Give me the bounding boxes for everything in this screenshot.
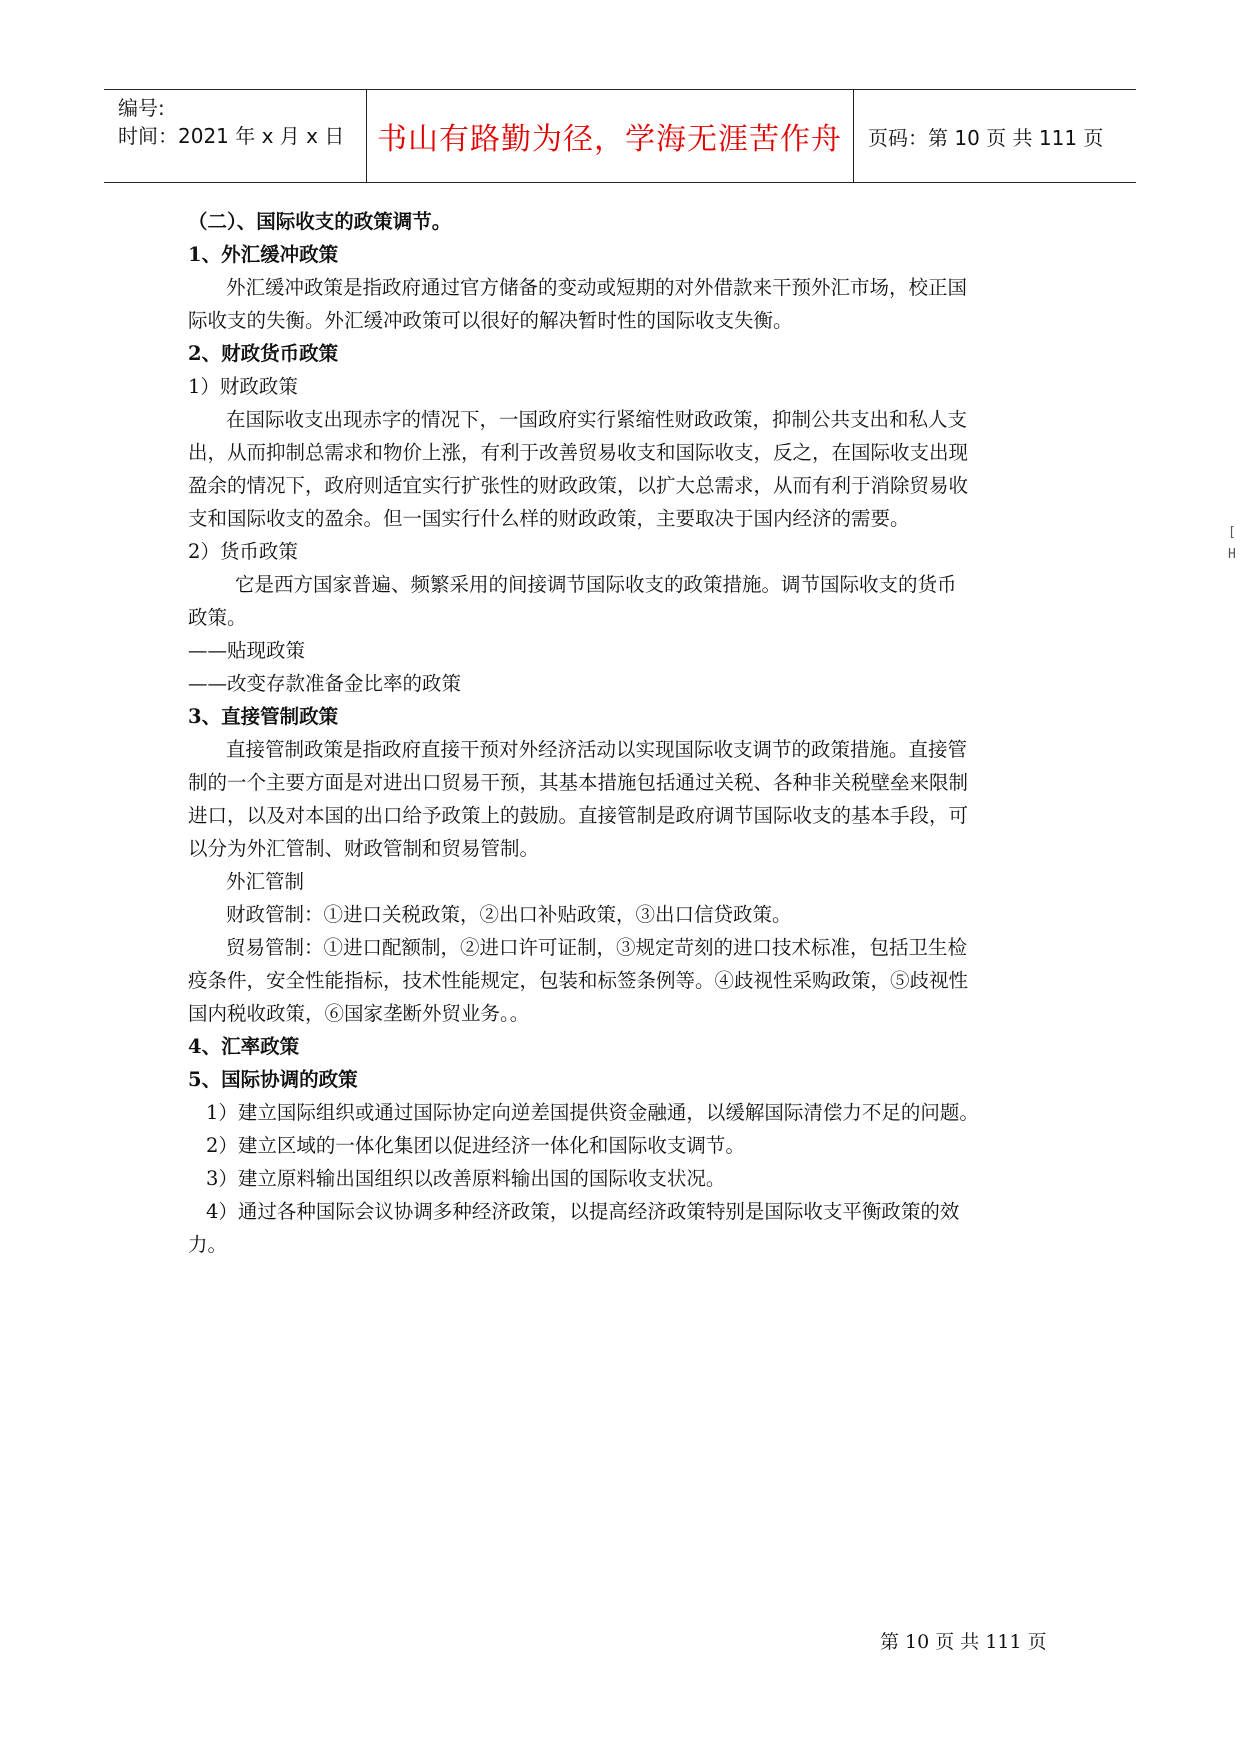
paragraph-line: 疫条件，安全性能指标，技术性能规定，包装和标签条例等。④歧视性采购政策，⑤歧视性 xyxy=(188,969,969,992)
paragraph-line: 在国际收支出现赤字的情况下，一国政府实行紧缩性财政政策，抑制公共支出和私人支 xyxy=(226,408,968,431)
control-item: 外汇管制 xyxy=(226,870,305,893)
paragraph-line: 力。 xyxy=(188,1233,228,1256)
list-item: 2）建立区域的一体化集团以促进经济一体化和国际收支调节。 xyxy=(206,1134,745,1157)
subheading: 1）财政政策 xyxy=(188,375,298,398)
document-number: 编号: xyxy=(118,96,165,120)
margin-mark: [ H xyxy=(1228,525,1236,562)
paragraph-line: 外汇缓冲政策是指政府通过官方储备的变动或短期的对外借款来干预外汇市场，校正国 xyxy=(226,276,968,299)
paragraph-line: 以分为外汇管制、财政管制和贸易管制。 xyxy=(188,837,540,860)
header-page-info: 页码：第 10 页 共 111 页 xyxy=(868,125,1104,150)
paragraph-line: 直接管制政策是指政府直接干预对外经济活动以实现国际收支调节的政策措施。直接管 xyxy=(226,738,968,761)
dash-item: ——贴现政策 xyxy=(188,639,306,662)
paragraph-line: 国内税收政策，⑥国家垄断外贸业务。。 xyxy=(188,1002,530,1025)
list-item: 1）建立国际组织或通过国际协定向逆差国提供资金融通，以缓解国际清偿力不足的问题。 xyxy=(206,1101,979,1124)
heading-5: 5、国际协调的政策 xyxy=(188,1068,358,1091)
list-item: 4）通过各种国际会议协调多种经济政策，以提高经济政策特别是国际收支平衡政策的效 xyxy=(206,1200,960,1223)
control-item: 贸易管制：①进口配额制，②进口许可证制，③规定苛刻的进口技术标准，包括卫生检 xyxy=(226,936,968,959)
heading-1: 1、外汇缓冲政策 xyxy=(188,243,339,266)
paragraph-line: 出，从而抑制总需求和物价上涨，有利于改善贸易收支和国际收支，反之，在国际收支出现 xyxy=(188,441,969,464)
header-divider xyxy=(853,90,854,182)
subheading: 2）货币政策 xyxy=(188,540,298,563)
list-item: 3）建立原料输出国组织以改善原料输出国的国际收支状况。 xyxy=(206,1167,726,1190)
paragraph-line: 进口，以及对本国的出口给予政策上的鼓励。直接管制是政府调节国际收支的基本手段，可 xyxy=(188,804,969,827)
dash-item: ——改变存款准备金比率的政策 xyxy=(188,672,462,695)
header-motto: 书山有路勤为径，学海无涯苦作舟 xyxy=(377,122,842,157)
document-body xyxy=(188,205,1054,1261)
heading-3: 3、直接管制政策 xyxy=(188,705,339,728)
paragraph-line: 盈余的情况下，政府则适宜实行扩张性的财政政策，以扩大总需求，从而有利于消除贸易收 xyxy=(188,474,969,497)
paragraph-line: 制的一个主要方面是对进出口贸易干预，其基本措施包括通过关税、各种非关税壁垒来限制 xyxy=(188,771,969,794)
paragraph-line: 它是西方国家普遍、频繁采用的间接调节国际收支的政策措施。调节国际收支的货币 xyxy=(235,573,957,596)
heading-2: 2、财政货币政策 xyxy=(188,342,339,365)
paragraph-line: 政策。 xyxy=(188,606,247,629)
paragraph-line: 际收支的失衡。外汇缓冲政策可以很好的解决暂时性的国际收支失衡。 xyxy=(188,309,793,332)
heading-4: 4、汇率政策 xyxy=(188,1035,300,1058)
header-meta xyxy=(118,94,344,150)
document-time: 时间：2021 年 x 月 x 日 xyxy=(118,124,345,148)
page-footer: 第 10 页 共 111 页 xyxy=(880,1631,1047,1653)
section-title: （二）、国际收支的政策调节。 xyxy=(188,210,452,233)
header-table xyxy=(104,89,1136,183)
control-item: 财政管制：①进口关税政策，②出口补贴政策，③出口信贷政策。 xyxy=(226,903,792,926)
paragraph-line: 支和国际收支的盈余。但一国实行什么样的财政政策，主要取决于国内经济的需要。 xyxy=(188,507,910,530)
